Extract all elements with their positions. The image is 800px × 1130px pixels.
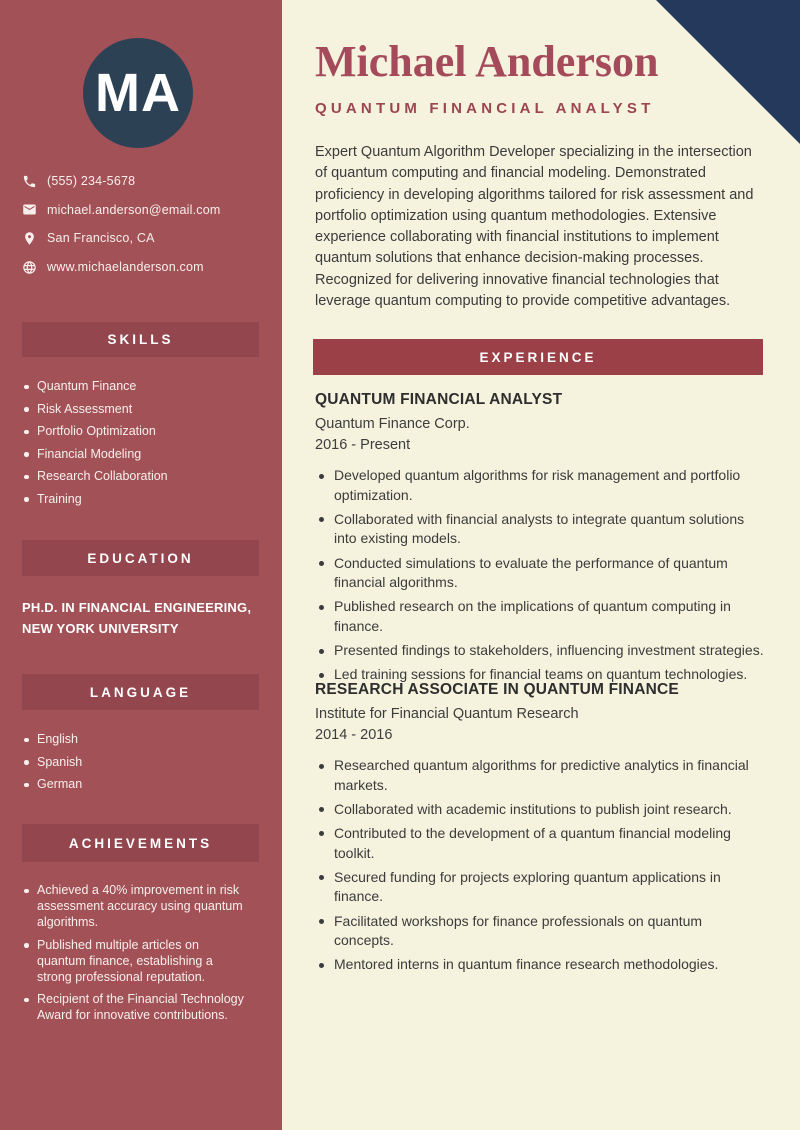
location-text: San Francisco, CA (47, 231, 155, 246)
contact-section (22, 173, 262, 288)
job-bullet: Presented findings to stakeholders, influencing investment strategies. (315, 641, 765, 661)
sidebar (0, 0, 282, 1130)
avatar (83, 38, 193, 148)
job-bullet: Led training sessions for financial teams on quantum technologies. (315, 665, 765, 685)
education-header (22, 540, 259, 576)
email-address: michael.anderson@email.com (47, 202, 221, 217)
contact-location (22, 230, 262, 246)
job-company: Institute for Financial Quantum Research (315, 706, 579, 722)
skills-list (22, 378, 260, 514)
skills-header (22, 322, 259, 357)
phone-number: (555) 234-5678 (47, 174, 136, 188)
job-bullet-list (315, 466, 765, 685)
skill-item: Quantum Finance (22, 378, 260, 394)
contact-website (22, 259, 262, 275)
achievement-item: Recipient of the Financial Technology Award for innovative contributions. (22, 991, 247, 1023)
job-dates: 2016 - Present (315, 437, 411, 453)
language-list (22, 731, 260, 799)
job-bullet: Collaborated with academic institutions to publish joint research. (315, 800, 765, 820)
contact-email (22, 202, 262, 218)
language-item: English (22, 731, 260, 747)
phone-icon (22, 174, 37, 189)
job-bullet: Researched quantum algorithms for predictive analytics in financial markets. (315, 756, 765, 795)
person-name: Michael Anderson (315, 37, 659, 86)
skill-item: Financial Modeling (22, 446, 260, 462)
avatar-initials: MA (95, 63, 181, 123)
achievements-header (22, 824, 259, 862)
skills-header-label: SKILLS (107, 332, 174, 347)
job-dates: 2014 - 2016 (315, 727, 393, 743)
job-bullet: Conducted simulations to evaluate the performance of quantum financial algorithms. (315, 554, 765, 593)
skill-item: Research Collaboration (22, 468, 260, 484)
skill-item: Training (22, 491, 260, 507)
job-entry-2 (315, 681, 765, 980)
job-title: QUANTUM FINANCIAL ANALYST (315, 391, 563, 408)
job-bullet-list (315, 756, 765, 975)
experience-header-label: EXPERIENCE (479, 349, 597, 365)
job-bullet: Developed quantum algorithms for risk management and portfolio optimization. (315, 466, 765, 505)
language-item: Spanish (22, 754, 260, 770)
job-title: RESEARCH ASSOCIATE IN QUANTUM FINANCE (315, 681, 679, 698)
job-bullet: Secured funding for projects exploring quantum applications in finance. (315, 868, 765, 907)
job-company: Quantum Finance Corp. (315, 416, 470, 432)
location-icon (22, 231, 37, 246)
job-bullet: Published research on the implications of quantum computing in finance. (315, 597, 765, 636)
education-degree: PH.D. IN FINANCIAL ENGINEERING, NEW YORK UNIVERSITY (22, 600, 252, 636)
achievements-list (22, 882, 260, 1030)
profile-summary: Expert Quantum Algorithm Developer specializing in the intersection of quantum computing and financial modeling. Demonstrated proficiency in developing algorithms tailored for risk assessment and portfolio optimization using quantum methodologies. Extensive experience collaborating with financial institutions to implement quantum solutions that enhance decision-making processes. Recognized for delivering innovative financial technologies that leverage quantum computing to provide competitive advantages. (315, 144, 754, 310)
job-entry-1 (315, 391, 765, 690)
achievement-item: Achieved a 40% improvement in risk assessment accuracy using quantum algorithms. (22, 882, 247, 930)
main-content (313, 0, 765, 1130)
job-bullet: Mentored interns in quantum finance research methodologies. (315, 955, 765, 975)
contact-phone (22, 173, 262, 189)
person-title: QUANTUM FINANCIAL ANALYST (315, 100, 655, 117)
education-header-label: EDUCATION (87, 550, 194, 566)
experience-header (313, 339, 763, 375)
job-bullet: Collaborated with financial analysts to integrate quantum solutions into existing models. (315, 510, 765, 549)
website-url: www.michaelanderson.com (47, 260, 204, 275)
skill-item: Risk Assessment (22, 401, 260, 417)
job-bullet: Contributed to the development of a quantum financial modeling toolkit. (315, 824, 765, 863)
skill-item: Portfolio Optimization (22, 423, 260, 439)
job-bullet: Facilitated workshops for finance professionals on quantum concepts. (315, 912, 765, 951)
achievement-item: Published multiple articles on quantum finance, establishing a strong professional reputation. (22, 937, 247, 985)
achievements-header-label: ACHIEVEMENTS (68, 835, 213, 851)
language-header-label: LANGUAGE (89, 684, 192, 700)
language-item: German (22, 776, 260, 792)
language-header (22, 674, 259, 710)
globe-icon (22, 260, 37, 275)
email-icon (22, 202, 37, 217)
